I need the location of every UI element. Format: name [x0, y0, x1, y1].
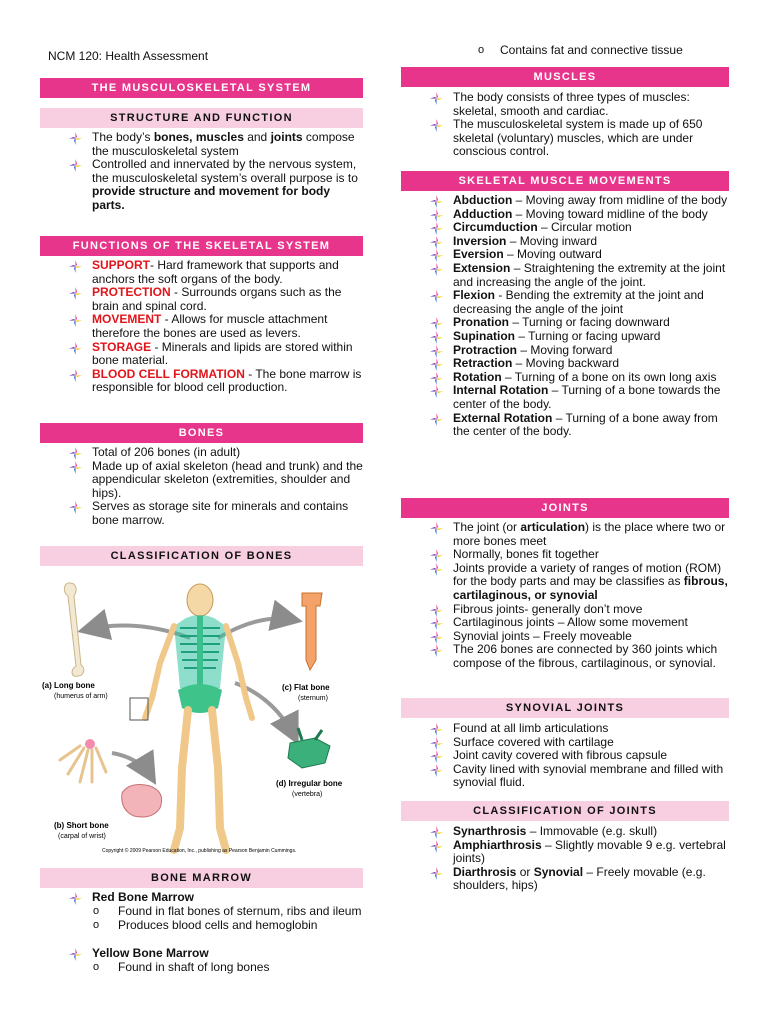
bullet-icon	[69, 892, 82, 905]
bullet-icon	[430, 385, 443, 398]
label-flat-bone: (c) Flat bone	[282, 683, 330, 692]
bullet-icon	[430, 92, 443, 105]
muscles-list	[401, 91, 729, 159]
bullet-icon	[430, 644, 443, 657]
list-item: The body consists of three types of muscles: skeletal, smooth and cardiac.	[401, 91, 729, 118]
list-item: Flexion - Bending the extremity at the joint and decreasing the angle of the joint	[401, 289, 729, 316]
joints-list	[401, 521, 729, 671]
bullet-icon	[430, 549, 443, 562]
bullet-icon	[430, 750, 443, 763]
bullet-icon	[430, 290, 443, 303]
classification-joints-list	[401, 825, 729, 893]
top-sublist	[401, 44, 729, 58]
muscles-heading: MUSCLES	[401, 67, 729, 87]
bullet-icon	[430, 764, 443, 777]
arrow-to-short-bone	[112, 753, 152, 778]
bullet-icon	[430, 263, 443, 276]
list-item: Total of 206 bones (in adult)	[40, 446, 363, 460]
sub-item: o Found in shaft of long bones	[93, 960, 270, 974]
label-long-bone: (a) Long bone	[42, 681, 95, 690]
bullet-icon	[69, 260, 82, 273]
list-item: Synovial joints – Freely moveable	[401, 630, 729, 644]
bullet-icon	[69, 342, 82, 355]
bullet-icon	[69, 314, 82, 327]
bullet-icon	[430, 317, 443, 330]
label-short-bone: (b) Short bone	[54, 821, 109, 830]
list-item: Red Bone Marrow	[40, 891, 363, 905]
bullet-icon	[430, 631, 443, 644]
list-item: Amphiarthrosis – Slightly movable 9 e.g. vertebral joints)	[401, 839, 729, 866]
functions-heading: FUNCTIONS OF THE SKELETAL SYSTEM	[40, 236, 363, 256]
list-item: Internal Rotation – Turning of a bone towards the center of the body.	[401, 384, 729, 411]
bullet-icon	[430, 195, 443, 208]
label-short-bone-sub: (carpal of wrist)	[58, 833, 106, 840]
list-item: Adduction – Moving toward midline of the body	[401, 208, 729, 222]
list-item: Protraction – Moving forward	[401, 344, 729, 358]
structure-list	[40, 131, 363, 213]
bullet-icon	[430, 222, 443, 235]
list-item: Pronation – Turning or facing downward	[401, 316, 729, 330]
bullet-icon	[430, 413, 443, 426]
long-bone-illustration	[64, 583, 83, 676]
bullet-icon	[430, 737, 443, 750]
main-title: THE MUSCULOSKELETAL SYSTEM	[40, 78, 363, 98]
joints-heading: JOINTS	[401, 498, 729, 518]
list-item: The body’s bones, muscles and joints compose the musculoskeletal system	[40, 131, 363, 158]
synovial-joints-heading: SYNOVIAL JOINTS	[401, 698, 729, 718]
list-item: STORAGE - Minerals and lipids are stored within bone material.	[40, 341, 363, 368]
list-item: Abduction – Moving away from midline of the body	[401, 194, 729, 208]
structure-heading: STRUCTURE AND FUNCTION	[40, 108, 363, 128]
bullet-icon	[69, 159, 82, 172]
list-item: Serves as storage site for minerals and contains bone marrow.	[40, 500, 363, 527]
bullet-icon	[69, 948, 82, 961]
list-item: Joint cavity covered with fibrous capsule	[401, 749, 729, 763]
list-item: The musculoskeletal system is made up of 650 skeletal (voluntary) muscles, which are under conscious control.	[401, 118, 729, 159]
bullet-icon	[69, 447, 82, 460]
functions-list	[40, 259, 363, 395]
red-marrow-sublist	[40, 905, 363, 932]
list-item: Surface covered with cartilage	[401, 736, 729, 750]
bullet-icon	[430, 249, 443, 262]
classification-bones-heading: CLASSIFICATION OF BONES	[40, 546, 363, 566]
list-item: Normally, bones fit together	[401, 548, 729, 562]
list-item: The 206 bones are connected by 360 joints which compose of the fibrous, cartilaginous, or synovial.	[401, 643, 729, 670]
bullet-icon	[430, 840, 443, 853]
list-item: Fibrous joints- generally don’t move	[401, 603, 729, 617]
bone-marrow-list-2	[40, 947, 363, 961]
sub-item: o Contains fat and connective tissue	[478, 43, 683, 57]
label-flat-bone-sub: (sternum)	[298, 695, 328, 702]
list-item: Synarthrosis – Immovable (e.g. skull)	[401, 825, 729, 839]
bullet-icon	[430, 867, 443, 880]
bullet-icon	[430, 522, 443, 535]
list-item: The joint (or articulation) is the place where two or more bones meet	[401, 521, 729, 548]
bones-heading: BONES	[40, 423, 363, 443]
list-item: Cavity lined with synovial membrane and filled with synovial fluid.	[401, 763, 729, 790]
label-irregular-bone: (d) Irregular bone	[276, 779, 343, 788]
synovial-list	[401, 722, 729, 790]
bullet-icon	[430, 209, 443, 222]
bullet-icon	[430, 331, 443, 344]
bullet-icon	[69, 461, 82, 474]
list-item: Made up of axial skeleton (head and trunk) and the appendicular skeleton (extremities, shoulder and hips).	[40, 460, 363, 501]
bullet-icon	[430, 604, 443, 617]
bullet-icon	[430, 826, 443, 839]
bullet-icon	[430, 345, 443, 358]
list-item: Diarthrosis or Synovial – Freely movable (e.g. shoulders, hips)	[401, 866, 729, 893]
sub-item: o Produces blood cells and hemoglobin	[93, 917, 318, 932]
list-item: Joints provide a variety of ranges of motion (ROM) for the body parts and may be classifies as fibrous, cartilaginous, or synovial	[401, 562, 729, 603]
bone-classification-figure	[40, 578, 364, 860]
list-item: PROTECTION - Surrounds organs such as the brain and spinal cord.	[40, 286, 363, 313]
list-item: Rotation – Turning of a bone on its own long axis	[401, 371, 729, 385]
bullet-icon	[69, 369, 82, 382]
list-item: Extension – Straightening the extremity at the joint and increasing the angle of the joint.	[401, 262, 729, 289]
document-title: NCM 120: Health Assessment	[48, 49, 209, 63]
flat-bone-illustration	[302, 593, 322, 670]
list-item: Controlled and innervated by the nervous system, the musculoskeletal system’s overall purpose is to provide structure and movement for body parts.	[40, 158, 363, 212]
bullet-icon	[430, 236, 443, 249]
bullet-icon	[69, 287, 82, 300]
short-bone-illustration	[122, 785, 162, 817]
bones-list	[40, 446, 363, 528]
classification-joints-heading: CLASSIFICATION OF JOINTS	[401, 801, 729, 821]
label-long-bone-sub: (humerus of arm)	[54, 693, 108, 700]
bullet-icon	[430, 617, 443, 630]
hand-bones-illustration	[60, 739, 106, 782]
list-item: Yellow Bone Marrow	[40, 947, 363, 961]
list-item: Supination – Turning or facing upward	[401, 330, 729, 344]
list-item: Inversion – Moving inward	[401, 235, 729, 249]
list-item: External Rotation – Turning of a bone away from the center of the body.	[401, 412, 729, 439]
bullet-icon	[69, 132, 82, 145]
bullet-icon	[69, 501, 82, 514]
list-item: Found at all limb articulations	[401, 722, 729, 736]
bullet-icon	[430, 119, 443, 132]
list-item: Cartilaginous joints – Allow some movement	[401, 616, 729, 630]
figure-copyright: Copyright © 2009 Pearson Education, Inc., publishing as Pearson Benjamin Cummings.	[102, 848, 297, 854]
bullet-icon	[430, 372, 443, 385]
list-item: BLOOD CELL FORMATION - The bone marrow is responsible for blood cell production.	[40, 368, 363, 395]
list-item: Circumduction – Circular motion	[401, 221, 729, 235]
bone-marrow-heading: BONE MARROW	[40, 868, 363, 888]
label-irregular-bone-sub: (vertebra)	[292, 791, 323, 798]
bone-marrow-list	[40, 891, 363, 905]
movements-heading: SKELETAL MUSCLE MOVEMENTS	[401, 171, 729, 191]
movements-list	[401, 194, 729, 439]
list-item: Retraction – Moving backward	[401, 357, 729, 371]
list-item: Eversion – Moving outward	[401, 248, 729, 262]
sub-item: o Found in flat bones of sternum, ribs and ileum	[93, 904, 362, 918]
yellow-marrow-sublist	[40, 961, 363, 975]
bullet-icon	[430, 563, 443, 576]
list-item: SUPPORT- Hard framework that supports and anchors the soft organs of the body.	[40, 259, 363, 286]
bullet-icon	[430, 358, 443, 371]
list-item: MOVEMENT - Allows for muscle attachment therefore the bones are used as levers.	[40, 313, 363, 340]
bullet-icon	[430, 723, 443, 736]
